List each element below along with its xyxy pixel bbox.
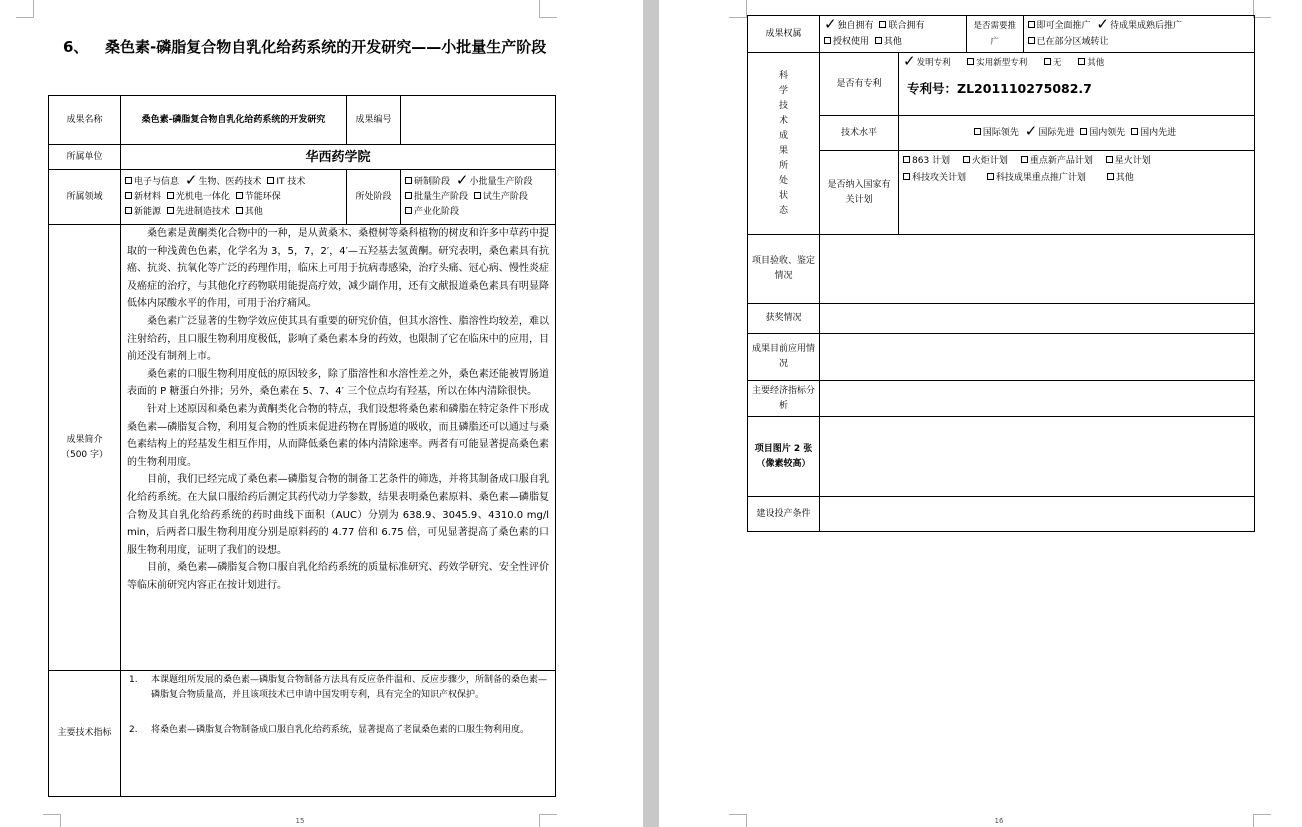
crop-mark [539,0,557,18]
national-plan-options [899,151,1255,235]
patent-option[interactable]: ✓发明专利 [903,52,951,70]
stage-label: 所处阶段 [347,170,401,225]
checkbox-icon [1021,156,1028,163]
achievement-no-value [401,96,556,145]
plan-option[interactable]: 863 计划 [903,156,950,166]
application-value [820,334,1255,381]
checkbox-icon [405,192,412,199]
ownership-option[interactable]: 授权使用 [824,37,869,47]
crop-mark [1253,0,1271,18]
patent-option[interactable]: 其他 [1078,58,1104,68]
checkbox-icon [236,192,243,199]
tech-list [129,673,549,738]
checkbox-icon [903,156,910,163]
plan-option[interactable]: 科技攻关计划 [903,173,966,183]
crop-mark [729,814,747,827]
checkbox-icon [405,177,412,184]
stage-options [401,170,556,225]
tech-level-options [899,116,1255,151]
intro-paragraph: 桑色素是黄酮类化合物中的一种，是从黄桑木、桑橙树等桑科植物的树皮和许多中草药中提取的一种浅黄色色素，化学名为 3，5，7，2′，4′—五羟基去氢黄酮。研究表明，桑色素具有抗癌、抗炎、抗氧化等广泛的药理作用，临床上可用于抗病毒感染，治疗头痛、冠心病、慢性炎症及癌症的治疗，与其他化疗药物联用能提高疗效，减少副作用，还有文献报道桑色素具有明显降低体内尿酸水平的作用，可用于治疗痛风。 [127,228,549,310]
checkbox-icon [967,58,974,65]
cooperation-label: 建设投产条件 [748,497,820,532]
stage-option[interactable]: 批量生产阶段 [405,192,468,202]
field-option[interactable]: 其他 [236,207,263,217]
status-vertical-label: 科 学 技 术 成 果 所 处 状 态 [748,53,820,235]
patent-option[interactable]: 实用新型专利 [967,58,1027,68]
page-number: 15 [295,817,305,825]
achievement-name-label: 成果名称 [49,96,121,145]
checkbox-icon [125,177,132,184]
checkbox-icon [1028,21,1035,28]
intro-content [121,225,556,671]
checkbox-icon [236,207,243,214]
tech-label: 主要技术指标 [49,671,121,797]
intro-paragraph: 桑色素广泛显著的生物学效应使其具有重要的研究价值，但其水溶性、脂溶性均较差，难以注射给药，且口服生物利用度极低，影响了桑色素本身的药效，也限制了它在临床中的应用，目前还没有制剂上市。 [127,315,549,363]
checkbox-icon [1107,173,1114,180]
checkbox-icon [875,37,882,44]
checkbox-icon [903,173,910,180]
checkmark-icon: ✓ [903,52,916,70]
checkmark-icon: ✓ [455,171,469,189]
tech-level-option[interactable]: 国内领先 [1080,128,1125,138]
checkbox-icon [167,207,174,214]
checkbox-icon [167,192,174,199]
checkmark-icon: ✓ [1024,122,1038,140]
promote-cell [967,16,1255,53]
patent-label: 是否有专利 [820,53,899,116]
crop-mark [1253,814,1271,827]
award-value [820,304,1255,334]
plan-option[interactable]: 其他 [1107,173,1134,183]
promote-options [1023,16,1254,52]
promote-option[interactable]: 已在部分区域转让 [1028,37,1109,47]
intro-sublabel: （500 字） [60,449,109,460]
section-number: 6、 [63,38,89,56]
acceptance-label: 项目验收、鉴定情况 [748,235,820,304]
checkbox-icon [1078,58,1085,65]
crop-mark [16,0,34,18]
plan-option[interactable]: 星火计划 [1106,156,1151,166]
economic-label: 主要经济指标分析 [748,381,820,417]
stage-option[interactable]: 研制阶段 [405,177,450,187]
patent-options [903,52,1250,72]
economic-value [820,381,1255,417]
page-gap [643,0,659,827]
checkbox-icon [125,192,132,199]
intro-paragraph: 桑色素的口服生物利用度低的原因较多，除了脂溶性和水溶性差之外，桑色素还能被胃肠道表面的 P 糖蛋白外排；另外，桑色素在 5、7、4′ 三个位点均有羟基，所以在体内清除很快。 [127,368,549,398]
tech-level-label: 技术水平 [820,116,899,151]
field-option[interactable]: 新材料 [125,192,161,202]
intro-paragraph: 针对上述原因和桑色素为黄酮类化合物的特点，我们设想将桑色素和磷脂在特定条件下形成桑色素—磷脂复合物，利用复合物的性质来促进药物在胃肠道的吸收，而且磷脂还可以通过与桑色素结构上的羟基发生相互作用，从而降低桑色素的体内清除速率。两者有可能显著提高桑色素的生物利用度。 [127,403,549,468]
field-option[interactable]: 节能环保 [236,192,281,202]
intro-label: 成果简介 [66,434,103,445]
achievement-no-label: 成果编号 [347,96,401,145]
ownership-option[interactable]: ✓独自拥有 [824,15,874,33]
checkmark-icon: ✓ [824,15,837,33]
section-title: 桑色素-磷脂复合物自乳化给药系统的开发研究——小批量生产阶段 [105,38,547,56]
national-plan-label: 是否纳入国家有关计划 [820,151,899,235]
application-label: 成果目前应用情况 [748,334,820,381]
ownership-label: 成果权属 [748,16,820,53]
document-page-right [659,0,1302,827]
checkbox-icon [1044,58,1051,65]
award-label: 获奖情况 [748,304,820,334]
field-option[interactable]: 先进制造技术 [167,207,230,217]
tech-content [121,671,556,797]
checkbox-icon [1028,37,1035,44]
promote-option[interactable]: 即可全面推广 [1028,21,1091,31]
crop-mark [729,0,747,18]
intro-label-cell [49,225,121,671]
list-item: 2. 将桑色素—磷脂复合物制备成口服自乳化给药系统，显著提高了老鼠桑色素的口服生物利用度。 [129,725,530,735]
section-heading [63,33,553,61]
tech-level-option[interactable]: 国内先进 [1131,128,1176,138]
patent-number: 专利号：ZL201110275082.7 [907,81,1092,96]
field-options [121,170,347,225]
unit-value: 华西药学院 [121,145,556,170]
field-option[interactable]: 电子与信息 [125,177,179,187]
checkmark-icon: ✓ [1096,15,1109,33]
checkbox-icon [974,128,981,135]
checkbox-icon [879,21,886,28]
unit-label: 所属单位 [49,145,121,170]
checkbox-icon [963,156,970,163]
patent-content [899,53,1255,116]
crop-mark [43,814,61,827]
achievement-table [48,95,556,797]
tech-level-option[interactable]: ✓国际先进 [1024,122,1075,140]
plan-option[interactable]: 科技成果重点推广计划 [987,173,1086,183]
crop-mark [539,814,557,827]
field-label: 所属领域 [49,170,121,225]
field-option[interactable]: 光机电一体化 [167,192,230,202]
promote-option[interactable]: ✓待成果成熟后推广 [1096,15,1182,33]
checkbox-icon [125,207,132,214]
promote-label: 是否需要推广 [967,16,1023,52]
checkbox-icon [474,192,481,199]
field-option[interactable]: 新能源 [125,207,161,217]
cooperation-value [820,497,1255,532]
list-item: 1. 本课题组所发展的桑色素—磷脂复合物制备方法具有反应条件温和、反应步骤少，所制备的桑色素—磷脂复合物质量高，并且该项技术已申请中国发明专利，具有完全的知识产权保护。 [129,675,548,700]
document-page-left [0,0,643,827]
promote-inner [967,16,1254,52]
plan-option[interactable]: 火炬计划 [963,156,1008,166]
stage-option[interactable]: 产业化阶段 [405,207,459,217]
status-table [747,15,1255,532]
checkbox-icon [267,177,274,184]
stage-option[interactable]: 试生产阶段 [474,192,528,202]
achievement-name-value: 桑色素-磷脂复合物自乳化给药系统的开发研究 [121,96,347,145]
tech-level-option[interactable]: 国际领先 [974,128,1019,138]
images-value [820,417,1255,497]
stage-option[interactable]: ✓小批量生产阶段 [455,171,533,189]
checkbox-icon [405,207,412,214]
page-number: 16 [994,817,1004,825]
acceptance-value [820,235,1255,304]
ownership-options [820,16,967,53]
checkbox-icon [1131,128,1138,135]
images-label: 项目图片 2 张（像素较高） [748,417,820,497]
ownership-option[interactable]: 其他 [875,37,902,47]
plan-option[interactable]: 重点新产品计划 [1021,156,1093,166]
field-option[interactable]: ✓生物、医药技术 [184,171,262,189]
field-option[interactable]: IT 技术 [267,177,305,187]
checkmark-icon: ✓ [184,171,198,189]
checkbox-icon [1080,128,1087,135]
checkbox-icon [824,37,831,44]
intro-paragraph: 目前，桑色素—磷脂复合物口服自乳化给药系统的质量标准研究、药效学研究、安全性评价等临床前研究内容正在按计划进行。 [127,562,549,591]
checkbox-icon [987,173,994,180]
intro-paragraph: 目前，我们已经完成了桑色素—磷脂复合物的制备工艺条件的筛选，并将其制备成口服自乳化给药系统。在大鼠口服给药后测定其药代动力学参数，结果表明桑色素原料、桑色素—磷脂复合物及其自乳化给药系统的药时曲线下面积（AUC）分别为 638.9、3045.9、4310.0 mg/l min，后两者口服生物利用度分别是原料药的 4.77 倍和 6.75 倍，可见显著提高了桑色素的口服生物利用度，证明了我们的设想。 [127,474,549,556]
checkbox-icon [1106,156,1113,163]
patent-option[interactable]: 无 [1044,58,1062,68]
ownership-option[interactable]: 联合拥有 [879,21,924,31]
